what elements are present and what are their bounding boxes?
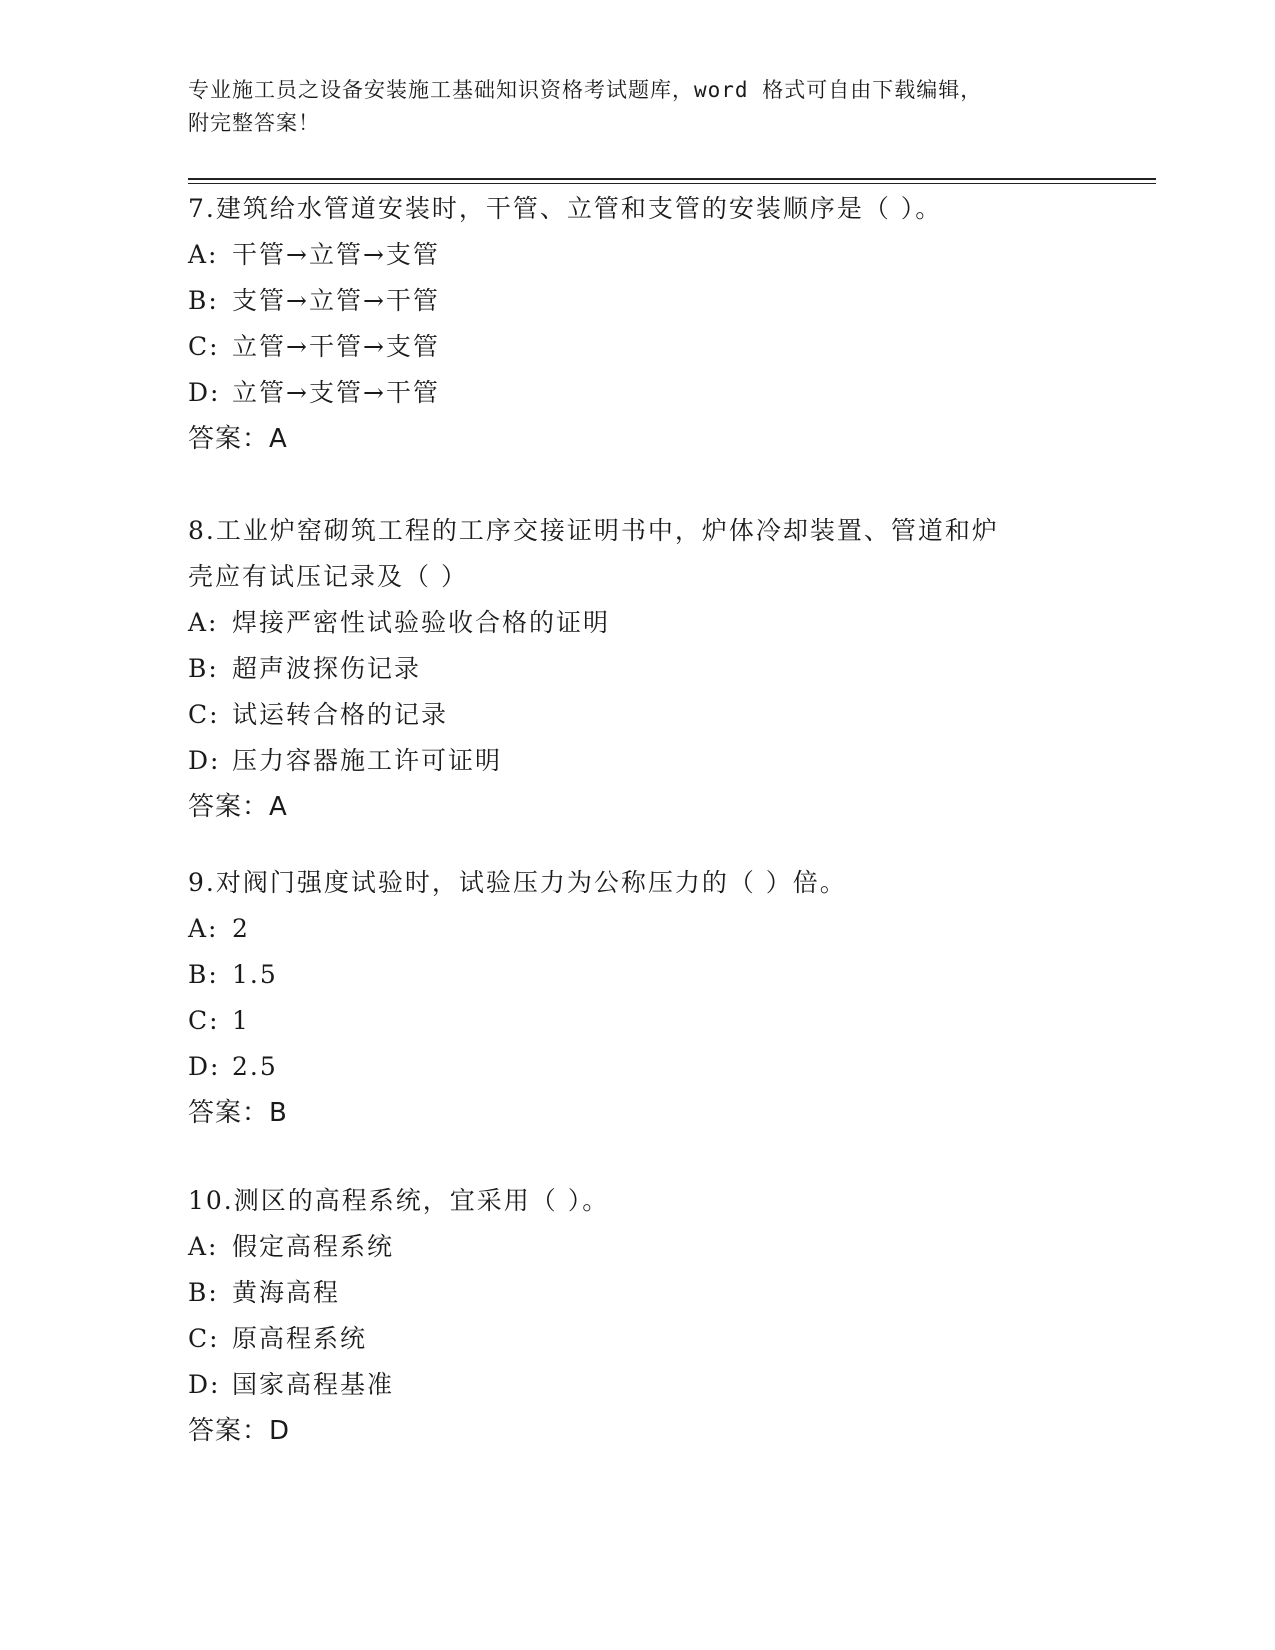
option-text: 焊接严密性试验验收合格的证明 xyxy=(232,608,611,637)
question-stem: 9.对阀门强度试验时，试验压力为公称压力的（ ）倍。 xyxy=(188,868,847,897)
header-line-1: 专业施工员之设备安装施工基础知识资格考试题库，word 格式可自由下载编辑， xyxy=(188,78,983,102)
option-b xyxy=(188,1270,1088,1316)
option-b xyxy=(188,646,1088,692)
option-d xyxy=(188,1044,1088,1090)
option-text: 试运转合格的记录 xyxy=(232,700,449,729)
option-text: 国家高程基准 xyxy=(232,1370,395,1399)
option-letter: B: xyxy=(188,286,219,315)
option-a xyxy=(188,1224,1088,1270)
document-header xyxy=(188,74,1068,140)
option-letter: C: xyxy=(188,1006,220,1035)
option-c xyxy=(188,1316,1088,1362)
question-stem: 8.工业炉窑砌筑工程的工序交接证明书中，炉体冷却装置、管道和炉 xyxy=(188,516,999,545)
option-a xyxy=(188,600,1088,646)
option-letter: A: xyxy=(188,608,219,637)
header-divider-thin xyxy=(188,183,1156,184)
question-8 xyxy=(188,508,1088,830)
answer-label: 答案：B xyxy=(188,1098,288,1128)
question-stem-continued: 壳应有试压记录及（ ） xyxy=(188,562,468,591)
option-d xyxy=(188,738,1088,784)
option-text: 压力容器施工许可证明 xyxy=(232,746,503,775)
option-letter: A: xyxy=(188,914,219,943)
option-letter: B: xyxy=(188,654,219,683)
answer-label: 答案：A xyxy=(188,424,288,454)
option-text: 立管→支管→干管 xyxy=(232,378,440,407)
option-text: 黄海高程 xyxy=(232,1278,341,1307)
option-letter: D: xyxy=(188,746,221,775)
option-letter: B: xyxy=(188,960,219,989)
option-text: 立管→干管→支管 xyxy=(232,332,440,361)
option-text: 干管→立管→支管 xyxy=(232,240,440,269)
option-letter: C: xyxy=(188,332,220,361)
option-text: 1 xyxy=(232,1006,250,1035)
header-divider-thick xyxy=(188,178,1156,180)
question-7 xyxy=(188,186,1088,462)
option-a xyxy=(188,232,1088,278)
option-text: 1.5 xyxy=(232,960,278,989)
option-text: 2.5 xyxy=(232,1052,278,1081)
option-letter: A: xyxy=(188,240,219,269)
answer-label: 答案：D xyxy=(188,1416,291,1446)
option-letter: C: xyxy=(188,700,220,729)
option-text: 超声波探伤记录 xyxy=(232,654,422,683)
option-text: 支管→立管→干管 xyxy=(232,286,440,315)
option-letter: D: xyxy=(188,1370,221,1399)
option-b xyxy=(188,278,1088,324)
option-letter: D: xyxy=(188,1052,221,1081)
answer-label: 答案：A xyxy=(188,792,288,822)
option-letter: B: xyxy=(188,1278,219,1307)
option-d xyxy=(188,1362,1088,1408)
option-letter: A: xyxy=(188,1232,219,1261)
option-text: 假定高程系统 xyxy=(232,1232,395,1261)
option-d xyxy=(188,370,1088,416)
question-stem: 10.测区的高程系统，宜采用（ ）。 xyxy=(188,1186,610,1215)
option-c xyxy=(188,692,1088,738)
option-letter: D: xyxy=(188,378,221,407)
option-text: 2 xyxy=(232,914,250,943)
header-line-2: 附完整答案！ xyxy=(188,111,320,135)
option-c xyxy=(188,998,1088,1044)
option-text: 原高程系统 xyxy=(232,1324,368,1353)
option-letter: C: xyxy=(188,1324,220,1353)
option-c xyxy=(188,324,1088,370)
option-a xyxy=(188,906,1088,952)
question-9 xyxy=(188,860,1088,1136)
question-10 xyxy=(188,1178,1088,1454)
option-b xyxy=(188,952,1088,998)
question-stem: 7.建筑给水管道安装时，干管、立管和支管的安装顺序是（ ）。 xyxy=(188,194,943,223)
